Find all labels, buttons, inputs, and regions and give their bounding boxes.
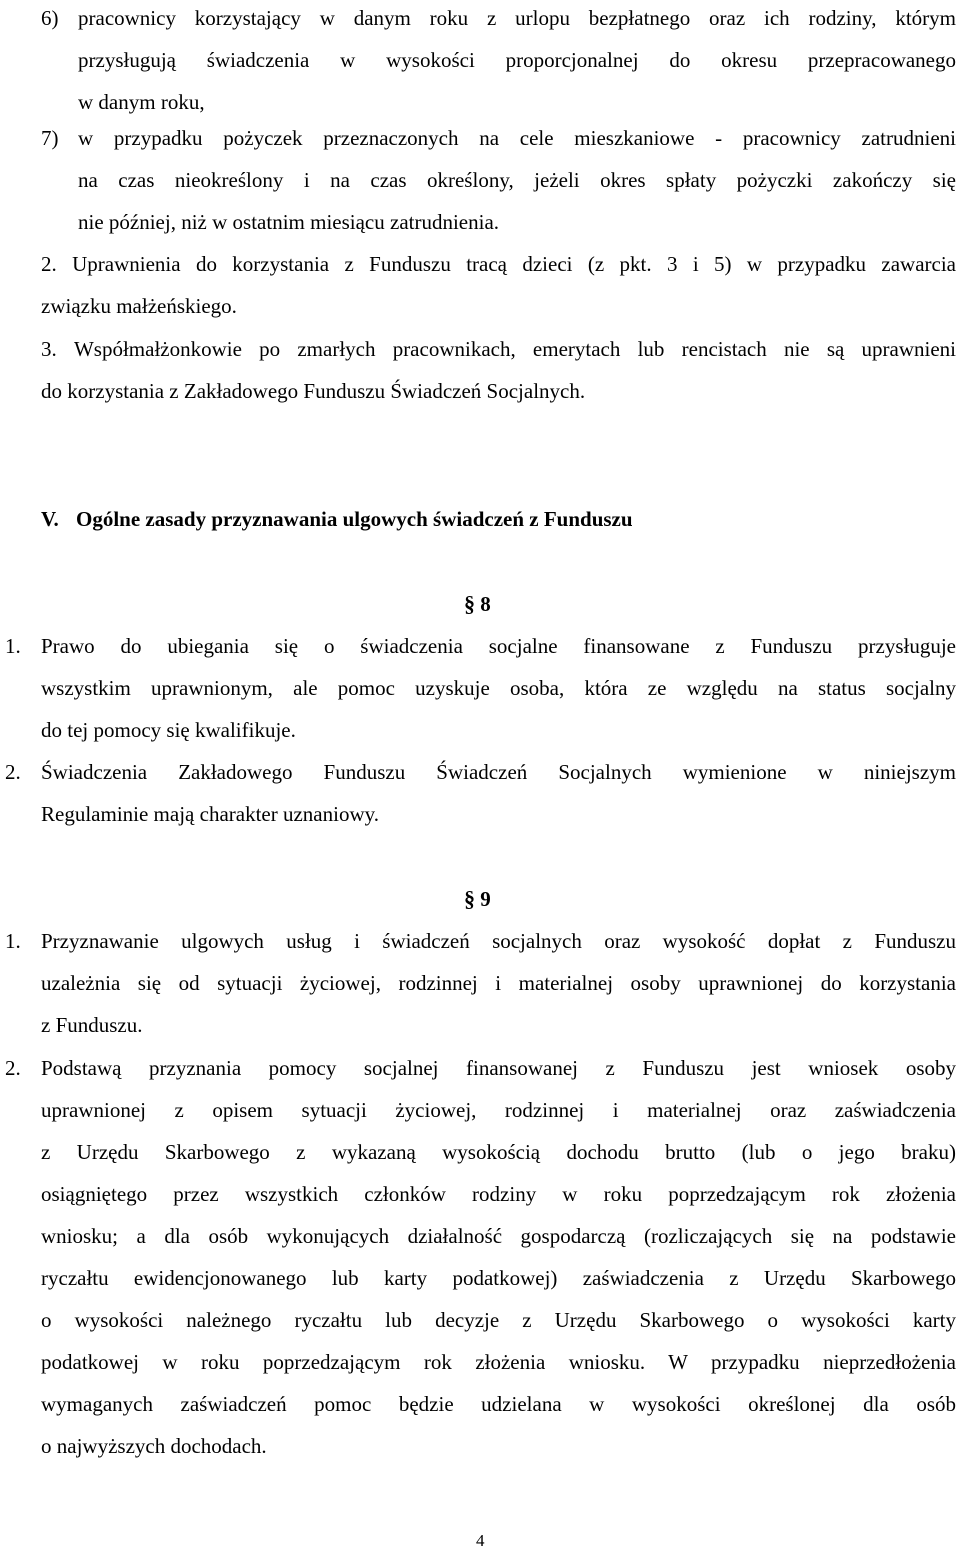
text-line: Przyznawanie ulgowych usług i świadczeń socjalnych oraz wysokość dopłat z Funduszu (41, 929, 956, 953)
section-9-heading (464, 878, 491, 920)
text-line: ryczałtu ewidencjonowanego lub karty podatkowej) zaświadczenia z Urzędu Skarbowego (41, 1266, 956, 1290)
text-line: podatkowej w roku poprzedzającym rok złożenia wniosku. W przypadku nieprzedłożenia (41, 1350, 956, 1374)
text-line: wszystkim uprawnionym, ale pomoc uzyskuje osoba, która ze względu na status socjalny (41, 676, 956, 700)
section-number: 9 (480, 887, 491, 911)
text-line: Prawo do ubiegania się o świadczenia socjalne finansowane z Funduszu przysługuje (41, 634, 956, 658)
text-line: związku małżeńskiego. (41, 294, 237, 318)
chapter-number: V. (41, 507, 59, 531)
text-line: wniosku; a dla osób wykonujących działalność gospodarczą (rozliczających się na podstawie (41, 1224, 956, 1248)
section-symbol: § (464, 886, 475, 911)
section-8-heading (464, 583, 491, 625)
text-fragment: Współmałżonkowie po zmarłych pracownikach, emerytach lub rencistach nie są uprawnieni (73, 337, 957, 361)
text-line (41, 328, 956, 370)
section-symbol: § (464, 591, 475, 616)
text-line: przysługują świadczenia w wysokości proporcjonalnej do okresu przepracowanego (78, 48, 956, 72)
list-item-number: 6) (41, 6, 59, 30)
text-line: w danym roku, (78, 90, 205, 114)
text-line: pracownicy korzystający w danym roku z urlopu bezpłatnego oraz ich rodziny, którym (78, 6, 956, 30)
paragraph-number: 2. (5, 760, 21, 784)
text-line: do tej pomocy się kwalifikuje. (41, 718, 296, 742)
text-line: nie później, niż w ostatnim miesiącu zatrudnienia. (78, 210, 500, 234)
paragraph-number: 2. (5, 1056, 21, 1080)
text-line: w przypadku pożyczek przeznaczonych na cele mieszkaniowe - pracownicy zatrudnieni (78, 126, 956, 150)
text-line: na czas nieokreślony i na czas określony, jeżeli okres spłaty pożyczki zakończy się (78, 168, 956, 192)
text-line: wymaganych zaświadczeń pomoc będzie udzielana w wysokości określonej dla osób (41, 1392, 956, 1416)
section-number: 8 (480, 592, 491, 616)
paragraph-number: 1. (5, 929, 21, 953)
text-line: do korzystania z Zakładowego Funduszu Świadczeń Socjalnych. (41, 379, 586, 403)
text-line: z Urzędu Skarbowego z wykazaną wysokością dochodu brutto (lub o jego braku) (41, 1140, 956, 1164)
point-number: 2. (41, 252, 57, 276)
text-line: Podstawą przyznania pomocy socjalnej finansowanej z Funduszu jest wniosek osoby (41, 1056, 956, 1080)
text-line: Regulaminie mają charakter uznaniowy. (41, 802, 379, 826)
text-line: z Funduszu. (41, 1013, 143, 1037)
page-number: 4 (476, 1531, 485, 1550)
text-line: Świadczenia Zakładowego Funduszu Świadczeń Socjalnych wymienione w niniejszym (41, 760, 956, 784)
chapter-title: Ogólne zasady przyznawania ulgowych świadczeń z Funduszu (76, 507, 633, 531)
text-line: uzależnia się od sytuacji życiowej, rodzinnej i materialnej osoby uprawnionej do korzystania (41, 971, 956, 995)
point-3 (41, 328, 956, 412)
text-fragment: Uprawnienia do korzystania z Funduszu tracą dzieci (z pkt. 3 i 5) w przypadku zawarcia (72, 252, 957, 276)
chapter-heading (41, 498, 59, 540)
text-line: o wysokości należnego ryczałtu lub decyzje z Urzędu Skarbowego o wysokości karty (41, 1308, 956, 1332)
point-number: 3. (41, 337, 57, 361)
text-line: osiągniętego przez wszystkich członków rodziny w roku poprzedzającym rok złożenia (41, 1182, 956, 1206)
text-line: uprawnionej z opisem sytuacji życiowej, rodzinnej i materialnej oraz zaświadczenia (41, 1098, 956, 1122)
text-line (41, 243, 956, 285)
text-line: o najwyższych dochodach. (41, 1434, 267, 1458)
paragraph-number: 1. (5, 634, 21, 658)
list-item-number: 7) (41, 126, 59, 150)
point-2 (41, 243, 956, 327)
